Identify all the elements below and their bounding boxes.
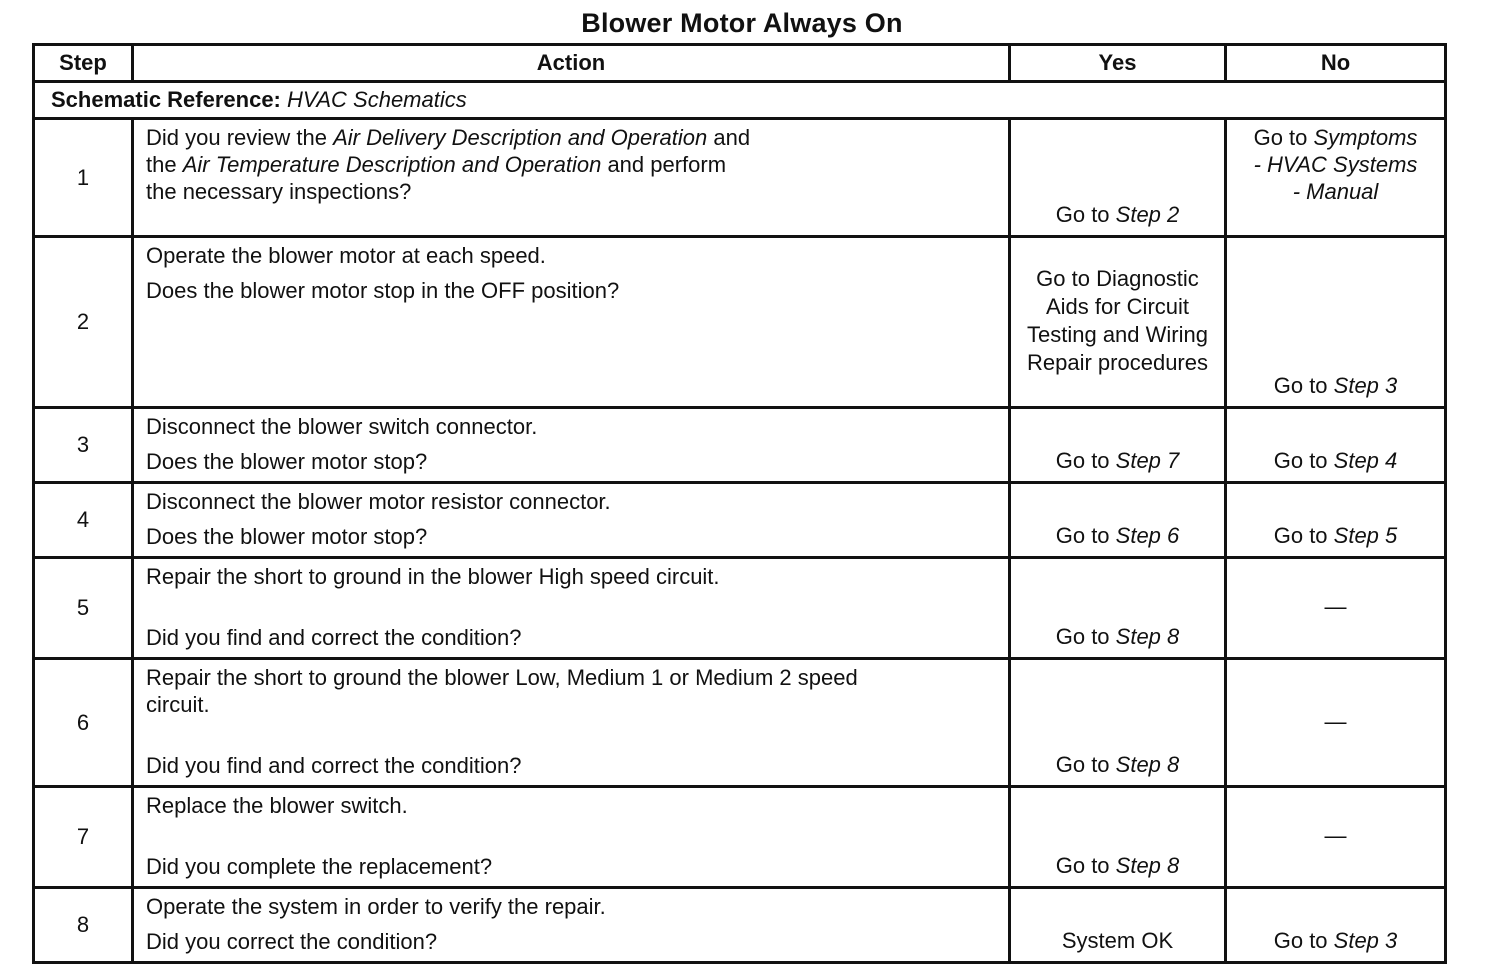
step-action	[133, 558, 1010, 659]
yes-text[interactable]: Aids for Circuit	[1045, 294, 1190, 319]
no-text: Go to	[1253, 125, 1314, 150]
no-cell	[1226, 237, 1446, 408]
table-row	[34, 237, 1446, 408]
no-cell: —	[1226, 787, 1446, 888]
schematic-label: Schematic Reference:	[51, 87, 281, 112]
table-row	[34, 659, 1446, 787]
step-action	[133, 119, 1010, 237]
yes-link[interactable]: Step 8	[1115, 752, 1180, 777]
no-cell: —	[1226, 558, 1446, 659]
yes-cell	[1010, 119, 1226, 237]
header-row	[34, 45, 1446, 82]
yes-link[interactable]: Step 2	[1115, 202, 1180, 227]
no-link[interactable]: Symptoms	[1313, 125, 1418, 150]
no-link[interactable]: - Manual	[1292, 179, 1379, 204]
action-line	[146, 124, 996, 151]
action-line	[146, 151, 996, 178]
schematic-link[interactable]: HVAC Schematics	[287, 87, 467, 112]
step-number: 7	[34, 787, 133, 888]
no-link[interactable]: - HVAC Systems	[1253, 152, 1418, 177]
page-title: Blower Motor Always On	[581, 8, 903, 38]
step-action	[133, 237, 1010, 408]
no-cell	[1226, 888, 1446, 963]
step-action	[133, 659, 1010, 787]
step-number: 3	[34, 408, 133, 483]
yes-text: Go to	[1055, 752, 1116, 777]
yes-link[interactable]: Step 7	[1115, 448, 1180, 473]
yes-cell	[1010, 483, 1226, 558]
table-row	[34, 888, 1446, 963]
action-line: Disconnect the blower switch connector.	[146, 414, 538, 439]
yes-text[interactable]: Testing and Wiring	[1027, 322, 1208, 347]
action-line: Replace the blower switch.	[146, 793, 408, 818]
yes-text[interactable]: Go to Diagnostic	[1036, 266, 1199, 291]
header-yes: Yes	[1010, 45, 1226, 82]
action-line: Does the blower motor stop?	[146, 449, 428, 474]
action-line: Does the blower motor stop in the OFF position?	[146, 278, 620, 303]
header-step: Step	[34, 45, 133, 82]
step-action	[133, 408, 1010, 483]
no-text: Go to	[1273, 928, 1334, 953]
no-cell	[1226, 408, 1446, 483]
yes-text: Go to	[1055, 853, 1116, 878]
yes-cell	[1010, 408, 1226, 483]
header-action: Action	[133, 45, 1010, 82]
action-line: Operate the blower motor at each speed.	[146, 243, 546, 268]
yes-cell: System OK	[1010, 888, 1226, 963]
table-row	[34, 408, 1446, 483]
yes-text: Go to	[1055, 448, 1116, 473]
yes-text[interactable]: Repair procedures	[1027, 350, 1208, 375]
action-link[interactable]: Air Delivery Description and Operation	[333, 125, 708, 150]
no-link[interactable]: Step 4	[1333, 448, 1398, 473]
schematic-row	[34, 82, 1446, 119]
yes-link[interactable]: Step 6	[1115, 523, 1180, 548]
yes-cell	[1010, 237, 1226, 408]
header-no: No	[1226, 45, 1446, 82]
action-text: the	[146, 152, 183, 177]
yes-link[interactable]: Step 8	[1115, 624, 1180, 649]
yes-cell	[1010, 787, 1226, 888]
no-cell	[1226, 483, 1446, 558]
yes-text: Go to	[1055, 202, 1116, 227]
action-line: Did you correct the condition?	[146, 929, 438, 954]
yes-cell	[1010, 659, 1226, 787]
no-cell: —	[1226, 659, 1446, 787]
yes-link[interactable]: Step 8	[1115, 853, 1180, 878]
action-line: Repair the short to ground in the blower High speed circuit.	[146, 564, 720, 589]
action-line: Operate the system in order to verify the repair.	[146, 894, 606, 919]
action-line: Repair the short to ground the blower Low, Medium 1 or Medium 2 speed	[146, 665, 858, 690]
step-action	[133, 483, 1010, 558]
action-text: and	[707, 125, 751, 150]
diagnostic-table	[32, 43, 1447, 964]
step-action	[133, 787, 1010, 888]
table-row	[34, 119, 1446, 237]
step-number: 1	[34, 119, 133, 237]
schematic-reference	[34, 82, 1446, 119]
action-line: Disconnect the blower motor resistor connector.	[146, 489, 611, 514]
step-action	[133, 888, 1010, 963]
step-number: 5	[34, 558, 133, 659]
action-line: Did you find and correct the condition?	[146, 753, 522, 778]
action-line: the necessary inspections?	[146, 179, 412, 204]
action-line: Did you find and correct the condition?	[146, 625, 522, 650]
step-number: 4	[34, 483, 133, 558]
yes-cell	[1010, 558, 1226, 659]
step-number: 6	[34, 659, 133, 787]
action-line: circuit.	[146, 692, 210, 717]
no-text: Go to	[1273, 448, 1334, 473]
no-text: Go to	[1273, 523, 1334, 548]
yes-text: Go to	[1055, 624, 1116, 649]
no-cell	[1226, 119, 1446, 237]
no-link[interactable]: Step 3	[1333, 928, 1398, 953]
no-text: Go to	[1273, 373, 1334, 398]
yes-text: Go to	[1055, 523, 1116, 548]
action-line: Does the blower motor stop?	[146, 524, 428, 549]
table-row	[34, 558, 1446, 659]
action-link[interactable]: Air Temperature Description and Operation	[182, 152, 602, 177]
step-number: 8	[34, 888, 133, 963]
action-text: Did you review the	[146, 125, 334, 150]
table-row	[34, 483, 1446, 558]
no-link[interactable]: Step 5	[1333, 523, 1398, 548]
table-row	[34, 787, 1446, 888]
action-text: and perform	[601, 152, 727, 177]
step-number: 2	[34, 237, 133, 408]
action-line: Did you complete the replacement?	[146, 854, 493, 879]
no-link[interactable]: Step 3	[1333, 373, 1398, 398]
